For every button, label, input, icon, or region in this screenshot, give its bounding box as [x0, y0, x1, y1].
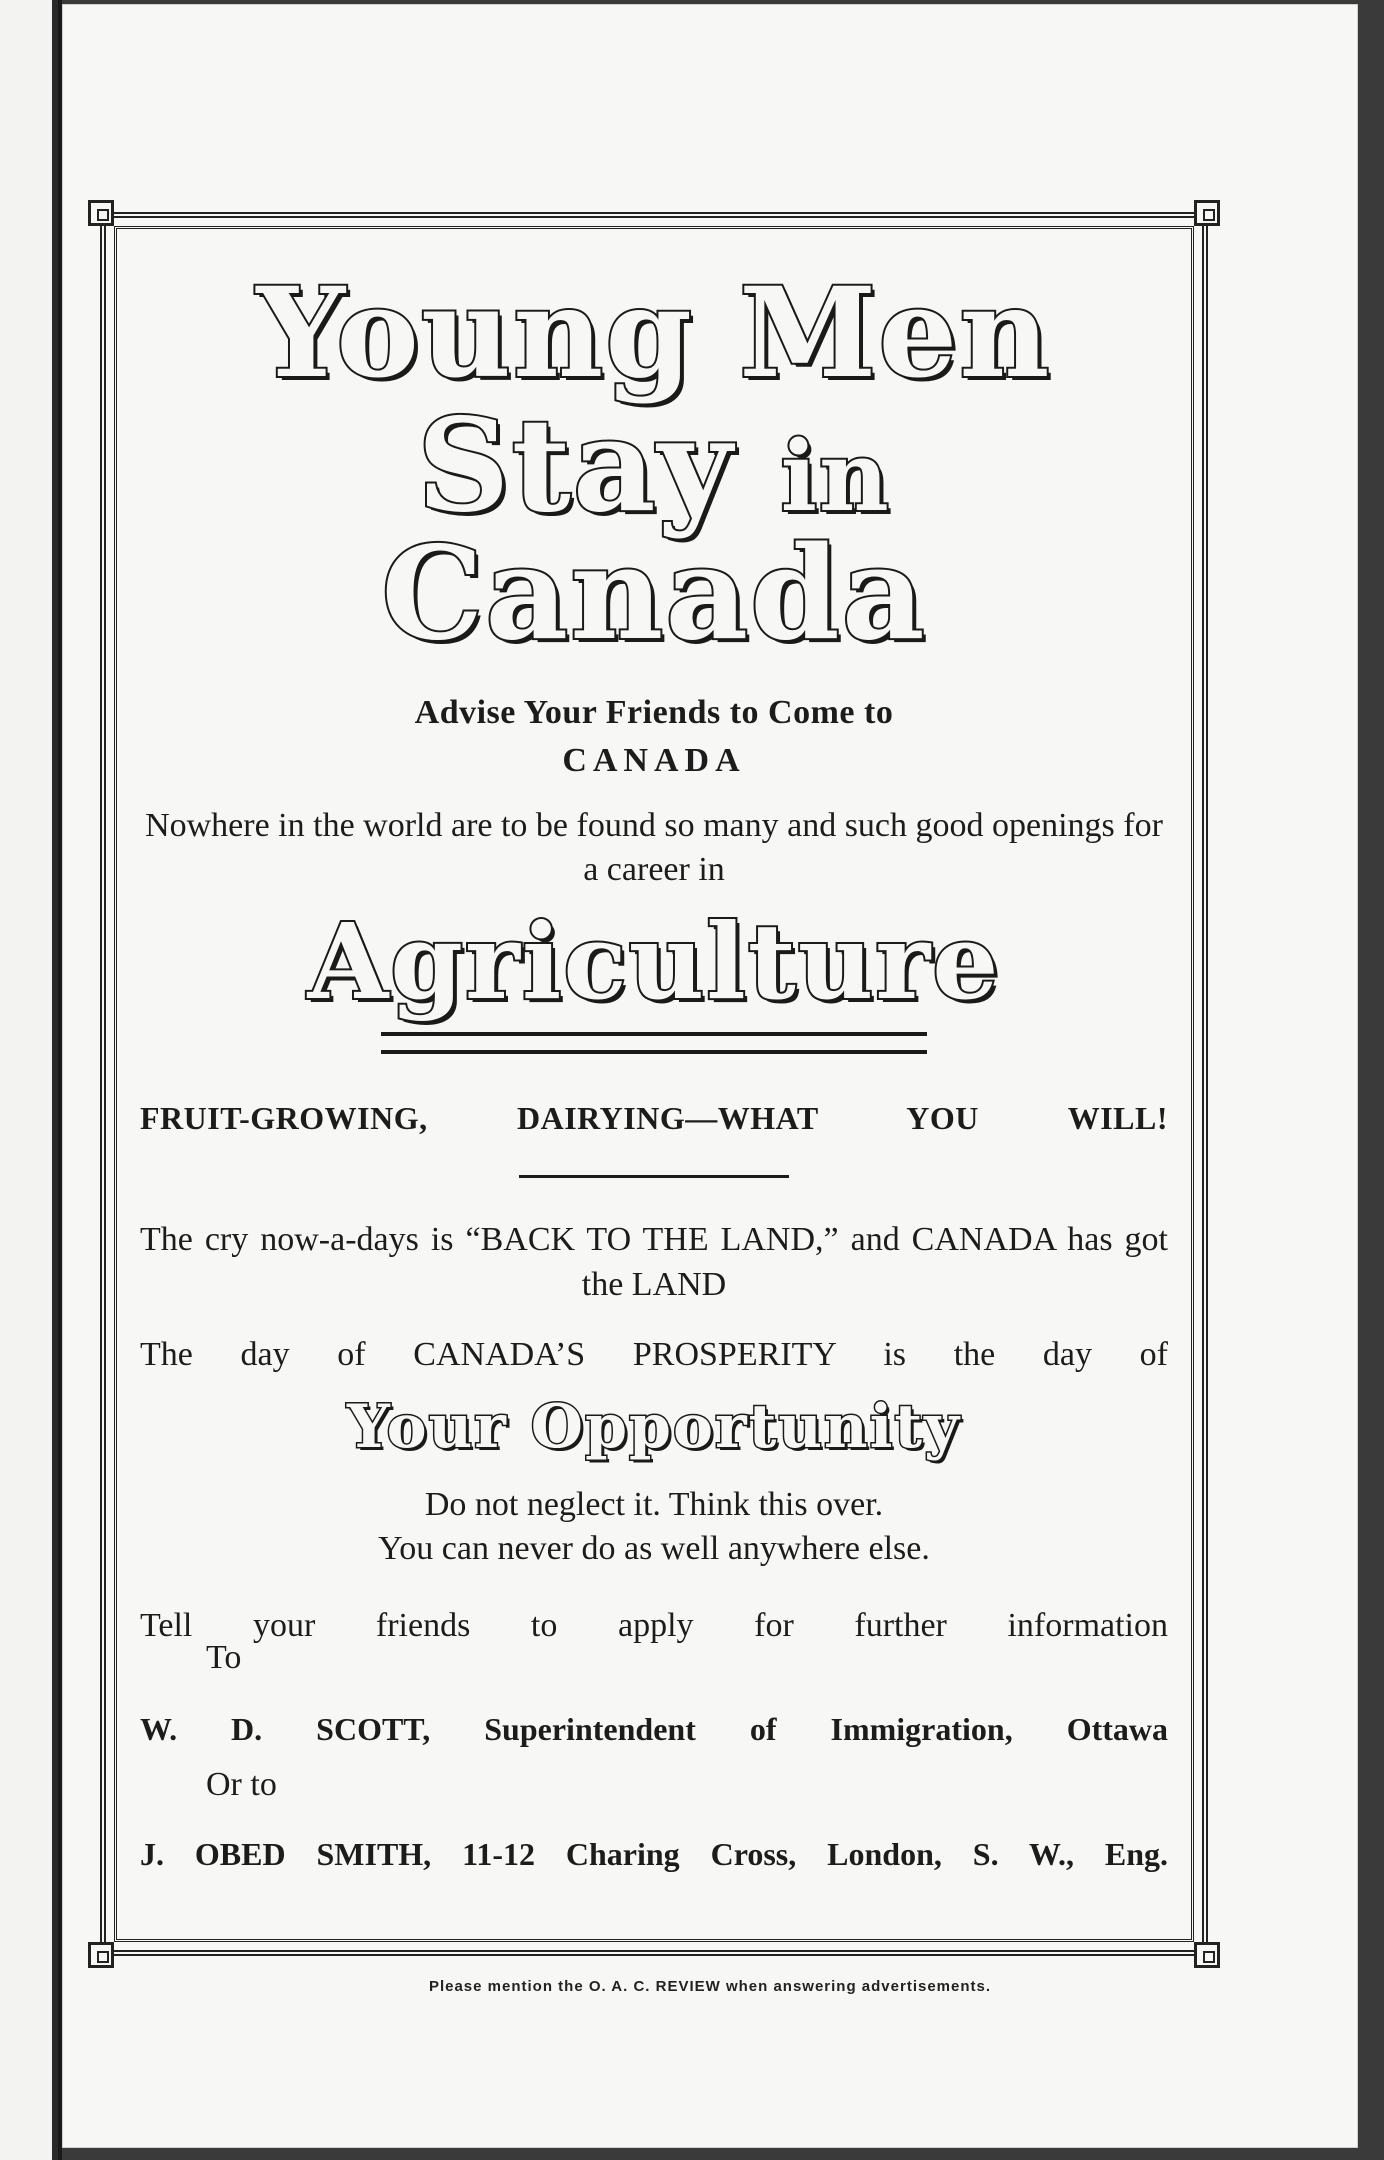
book-binding: [0, 0, 62, 2160]
fruit-growing-line: FRUIT-GROWING, DAIRYING—WHAT YOU WILL!: [140, 1100, 1168, 1137]
corner-ornament: [1194, 1942, 1220, 1968]
tell-friends-line: Tell your friends to apply for further information: [140, 1607, 1168, 1645]
short-rule-divider: [519, 1175, 789, 1178]
canada-text: CANADA: [562, 742, 746, 779]
headline-canada: Canada: [381, 519, 927, 669]
anywhere-else-line: You can never do as well anywhere else.: [378, 1530, 930, 1568]
to-text: To: [206, 1639, 242, 1677]
smith-address: J. OBED SMITH, 11-12 Charing Cross, London, S. W., Eng.: [140, 1836, 1168, 1873]
corner-ornament: [88, 1942, 114, 1968]
nowhere-paragraph: Nowhere in the world are to be found so many and such good openings for a career in: [145, 807, 1163, 889]
advertisement-frame: [100, 212, 1208, 1956]
your-opportunity-heading: Your Opportunity: [347, 1391, 961, 1462]
corner-ornament: [1194, 200, 1220, 226]
advertisement-content: [140, 261, 1168, 1926]
double-rule-divider: [381, 1032, 927, 1054]
headline-stay: Stay: [417, 391, 735, 541]
neglect-line: Do not neglect it. Think this over.: [424, 1485, 884, 1523]
agriculture-heading: Agriculture: [307, 900, 1001, 1024]
headline-in: in: [780, 420, 891, 533]
scott-address: W. D. SCOTT, Superintendent of Immigration, Ottawa: [140, 1711, 1168, 1748]
headline-stay-in-canada: [140, 391, 1168, 669]
back-to-the-land-paragraph: The cry now-a-days is “BACK TO THE LAND,” and CANADA has got the LAND: [140, 1221, 1168, 1303]
footer-notice: Please mention the O. A. C. REVIEW when answering advertisements.: [428, 1978, 992, 1995]
corner-ornament: [88, 200, 114, 226]
advise-text: Advise Your Friends to Come to: [414, 694, 894, 731]
headline-young-men: Young Men: [256, 261, 1052, 406]
or-to-text: Or to: [206, 1766, 277, 1804]
prosperity-line: The day of CANADA’S PROSPERITY is the day of: [140, 1335, 1168, 1373]
